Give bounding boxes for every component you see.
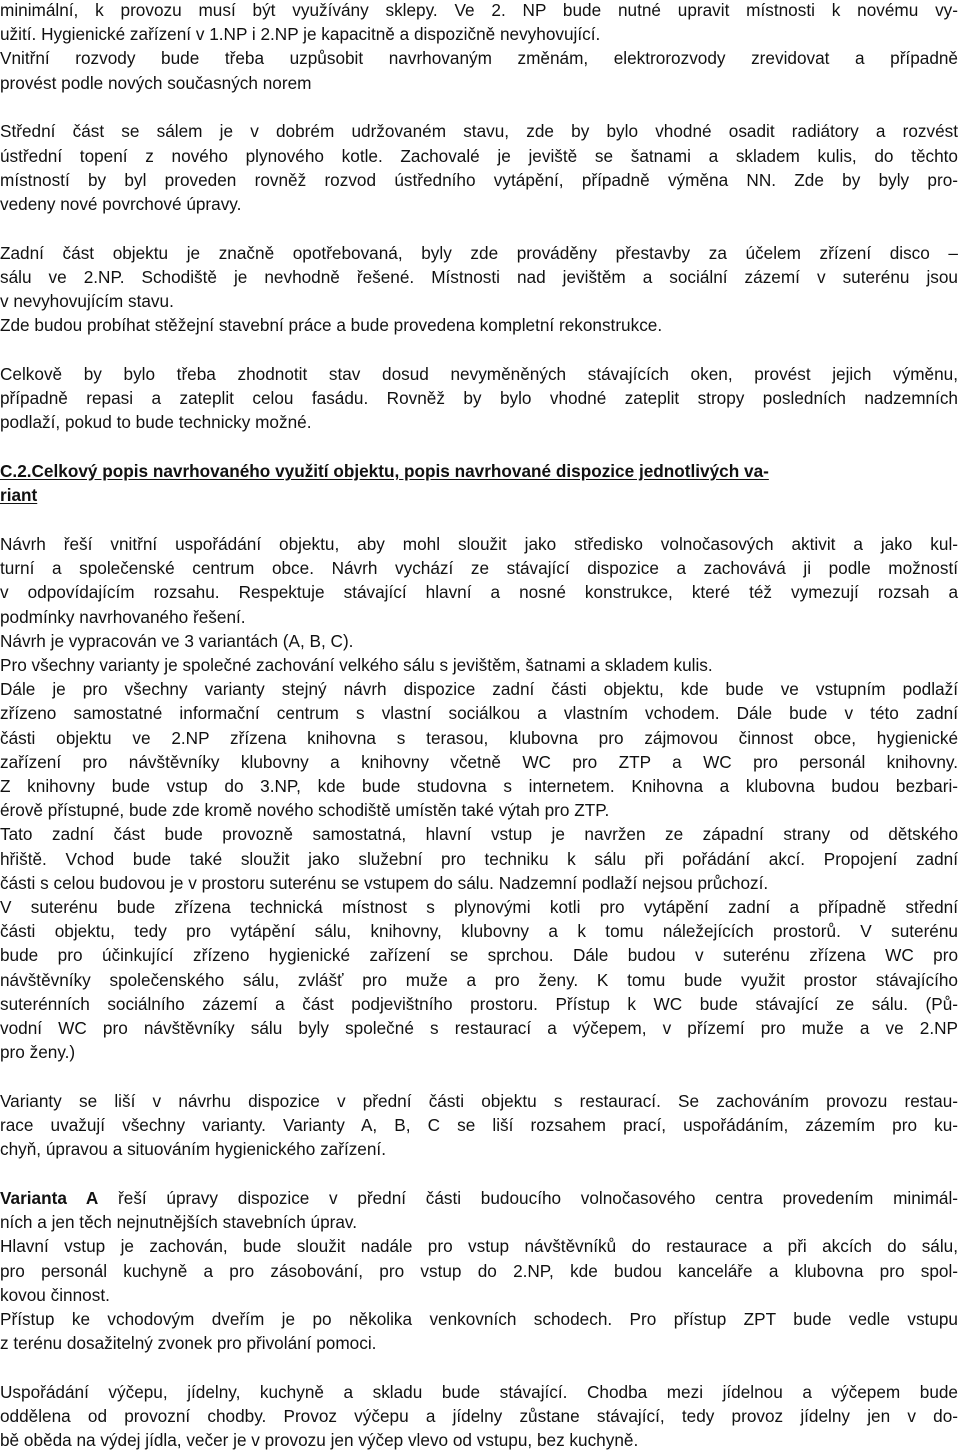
- text-line: hřiště. Vchod bude také sloužit jako služební pro techniku k sálu při pořádání akcí. Propojení zadní: [0, 848, 958, 869]
- text-line: suterénních sociálního zázemí a část podjevištního prostoru. Přístup k WC bude stávající ze sálu. (Pů-: [0, 993, 958, 1014]
- heading-line: C.2.Celkový popis navrhovaného využití objektu, popis navrhované dispozice jednotlivých va-: [0, 461, 769, 482]
- text-line: Zadní část objektu je značně opotřebovaná, byly zde prováděny přestavby za účelem zřízení disco –: [0, 242, 958, 263]
- text-line: Střední část se sálem je v dobrém udržovaném stavu, zde by bylo vhodné osadit radiátory a rozvést: [0, 121, 958, 142]
- text-line: Návrh řeší vnitřní uspořádání objektu, aby mohl sloužit jako středisko volnočasových aktivit a jako kul-: [0, 533, 958, 554]
- text-fragment: řeší úpravy dispozice v přední části budoucího volnočasového centra provedením minimál-: [98, 1188, 958, 1209]
- text-line: části objektu, tedy pro vytápění sálu, knihovny, klubovny a k tomu náležejících prostorů. V suterénu: [0, 921, 958, 942]
- text-line: Varianty se liší v návrhu dispozice v přední části objektu s restaurací. Se zachováním provozu restau-: [0, 1090, 958, 1111]
- paragraph-variant-a: [0, 1186, 958, 1355]
- text-line: race uvažují všechny varianty. Varianty A, B, C se liší rozsahem prací, uspořádáním, zázemím pro ku-: [0, 1115, 958, 1136]
- text-line: Uspořádání výčepu, jídelny, kuchyně a skladu bude stávající. Chodba mezi jídelnou a výčepem bude: [0, 1381, 958, 1402]
- variant-a-label: Varianta A: [0, 1188, 99, 1209]
- text-line: bude pro účinkující zřízeno hygienické zařízení se sprchou. Dále budou v suterénu zřízena WC pro: [0, 945, 958, 966]
- text-line: Pro všechny varianty je společné zachování velkého sálu s jevištěm, šatnami a skladem kulis.: [0, 654, 713, 675]
- text-line: ních a jen těch nejnutnějších stavebních úprav.: [0, 1212, 358, 1233]
- section-heading: [0, 459, 958, 507]
- paragraph-gap: [0, 507, 958, 532]
- text-line: podmínky navrhovaného řešení.: [0, 606, 246, 627]
- paragraph-gap: [0, 1162, 958, 1187]
- paragraph-variants-differ: [0, 1089, 958, 1162]
- text-line: podlaží, pokud to bude technicky možné.: [0, 412, 312, 433]
- text-line: pro personál kuchyně a pro zásobování, pro vstup do 2.NP, kde budou kanceláře a klubovna pro spol-: [0, 1260, 958, 1281]
- text-line: minimální, k provozu musí být využívány sklepy. Ve 2. NP bude nutné upravit místnosti k novému vy-: [0, 0, 958, 20]
- text-line: v nevyhovujícím stavu.: [0, 291, 174, 312]
- text-line: Vnitřní rozvody bude třeba uzpůsobit navrhovaným změnám, elektrorozvody zrevidovat a případně: [0, 48, 958, 69]
- text-line: Z knihovny bude vstup do 3.NP, kde bude studovna s internetem. Knihovna a klubovna budou bezbari-: [0, 775, 958, 796]
- text-line: zařízení pro návštěvníky klubovny a knihovny včetně WC pro ZTP a WC pro personál knihovny.: [0, 751, 958, 772]
- text-line: Hlavní vstup je zachován, bude sloužit nadále pro vstup návštěvníků do restaurace a při akcích do sálu,: [0, 1236, 958, 1257]
- text-line: v odpovídajícím rozsahu. Respektuje stávající hlavní a nosné konstrukce, které též vymezují rozsah a: [0, 582, 958, 603]
- text-line: návštěvníky společenského sálu, zvlášť pro muže a pro ženy. K tomu bude využit prostor stávajícího: [0, 969, 958, 990]
- text-line: zřízeno samostatné informační centrum s vlastní sociálkou a vlastním vchodem. Dále bude v této zadní: [0, 703, 958, 724]
- text-line: ústřední topení z nového plynového kotle. Zachovalé je jeviště se šatnami a skladem kulis, do těchto: [0, 145, 958, 166]
- text-line: chyň, úpravou a situováním hygienického zařízení.: [0, 1139, 386, 1160]
- text-line: případně repasi a zateplit celou fasádu. Rovněž by bylo vhodné zateplit stropy posledních nadzemních: [0, 388, 958, 409]
- paragraph-gap: [0, 216, 958, 241]
- text-line: Dále je pro všechny varianty stejný návrh dispozice zadní části objektu, kde bude ve vstupním podlaží: [0, 679, 958, 700]
- paragraph-gap: [0, 1355, 958, 1380]
- text-line: Celkově by bylo třeba zhodnotit stav dosud nevyměněných stávajících oken, provést jejich výměnu,: [0, 363, 958, 384]
- paragraph-gap: [0, 95, 958, 120]
- paragraph-middle-part: [0, 119, 958, 216]
- text-line: místností by byl proveden rovněž rozvod ústředního vytápění, případně výměna NN. Zde by byly pro-: [0, 169, 958, 190]
- paragraph-intro-condition: [0, 0, 958, 95]
- text-line: [0, 1186, 958, 1210]
- text-line: bě oběda na výdej jídla, večer je v provozu jen výčep vlevo od vstupu, bez kuchyně.: [0, 1430, 639, 1451]
- paragraph-proposal: [0, 532, 958, 1064]
- text-line: V suterénu bude zřízena technická místnost s plynovými kotli pro vytápění zadní a případně střední: [0, 897, 958, 917]
- paragraph-gap: [0, 435, 958, 460]
- heading-line: riant: [0, 485, 38, 506]
- text-line: oddělena od provozní chodby. Provoz výčepu a jídelny zůstane stávající, tedy provoz jídelny jen v do-: [0, 1406, 958, 1427]
- text-line: z terénu dosažitelný zvonek pro přivolání pomoci.: [0, 1333, 377, 1354]
- text-line: Přístup ke vchodovým dveřím je po několika venkovních schodech. Pro přístup ZPT bude vedle vstupu: [0, 1309, 958, 1330]
- text-line: Návrh je vypracován ve 3 variantách (A, B, C).: [0, 630, 354, 651]
- text-line: užití. Hygienické zařízení v 1.NP i 2.NP je kapacitně a dispozičně nevyhovující.: [0, 24, 601, 45]
- text-line: vodní WC pro návštěvníky sálu byly společné s restaurací a výčepem, v přízemí pro muže a ve 2.NP: [0, 1018, 958, 1039]
- paragraph-gap: [0, 337, 958, 362]
- text-line: provést podle nových současných norem: [0, 72, 312, 93]
- text-line: érově přístupné, bude zde kromě nového schodiště umístěn také výtah pro ZTP.: [0, 800, 610, 821]
- paragraph-rear-part: [0, 241, 958, 338]
- paragraph-layout: [0, 1380, 958, 1453]
- text-line: části objektu ve 2.NP zřízena knihovna s terasou, klubovna pro zájmovou činnost obce, hygienické: [0, 727, 958, 748]
- text-line: pro ženy.): [0, 1042, 76, 1063]
- text-line: části s celou budovou je v prostoru suterénu se vstupem do sálu. Nadzemní podlaží nejsou průchozí.: [0, 872, 769, 893]
- text-line: vedeny nové povrchové úpravy.: [0, 193, 242, 214]
- paragraph-overall: [0, 362, 958, 435]
- text-line: turní a společenské centrum obce. Návrh vychází ze stávající dispozice a zachovává ji podle možností: [0, 558, 958, 579]
- paragraph-gap: [0, 1064, 958, 1089]
- text-line: Zde budou probíhat stěžejní stavební práce a bude provedena kompletní rekonstrukce.: [0, 315, 663, 336]
- text-line: sálu ve 2.NP. Schodiště je nevhodně řešené. Místnosti nad jevištěm a sociální zázemí v suterénu jsou: [0, 266, 958, 287]
- text-line: Tato zadní část bude provozně samostatná, hlavní vstup je navržen ze západní strany od dětského: [0, 824, 958, 845]
- text-line: kovou činnost.: [0, 1284, 110, 1305]
